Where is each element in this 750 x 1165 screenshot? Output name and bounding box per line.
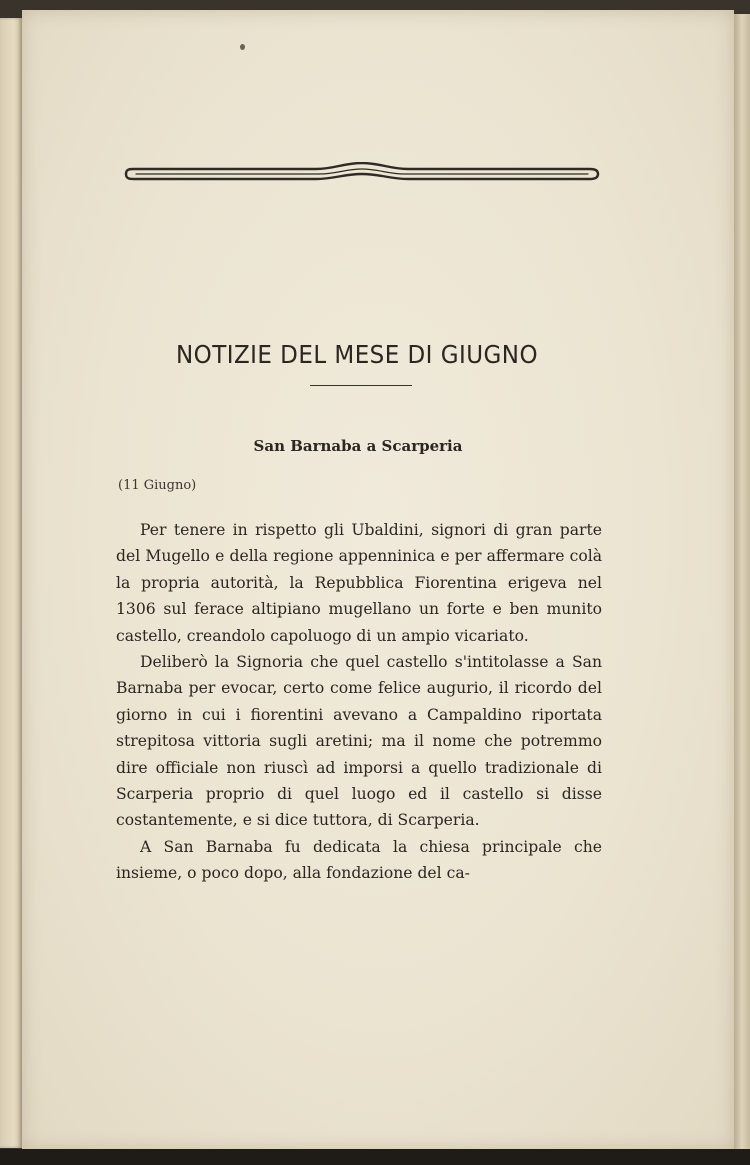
paragraph: Per tenere in rispetto gli Ubaldini, signori di gran parte del Mugello e della regione appenninica e per affermare colà la propria autorità, la Repubblica Fiorentina erigeva nel 1306 sul ferace altipiano mugellano un forte e ben munito castello, creandolo capoluogo di un ampio vicariato.: [116, 521, 602, 645]
date-note: (11 Giugno): [118, 478, 197, 493]
scan-bottom-border: [0, 1149, 750, 1165]
left-page-edge: [0, 18, 22, 1148]
right-page-edge: [734, 14, 750, 1154]
book-page: [22, 10, 734, 1150]
page-title: NOTIZIE DEL MESE DI GIUGNO: [175, 340, 539, 369]
decorative-rule-ornament-icon: [120, 162, 602, 186]
title-underline: [310, 385, 412, 386]
body-text: [116, 517, 602, 887]
paragraph: A San Barnaba fu dedicata la chiesa principale che insieme, o poco dopo, alla fondazione del ca-: [116, 837, 602, 883]
paragraph: Deliberò la Signoria che quel castello s'intitolasse a San Barnaba per evocar, certo come felice augurio, il ricordo del giorno in cui i fiorentini avevano a Campaldino riportata strepitosa vittoria sugli aretini; ma il nome che potremmo dire officiale non riuscì ad imporsi a quello tradizionale di Scarperia proprio di quel luogo ed il castello si disse costantemente, e si dice tuttora, di Scarperia.: [116, 653, 602, 830]
section-heading: San Barnaba a Scarperia: [253, 437, 463, 455]
paper-speck: [240, 44, 245, 50]
